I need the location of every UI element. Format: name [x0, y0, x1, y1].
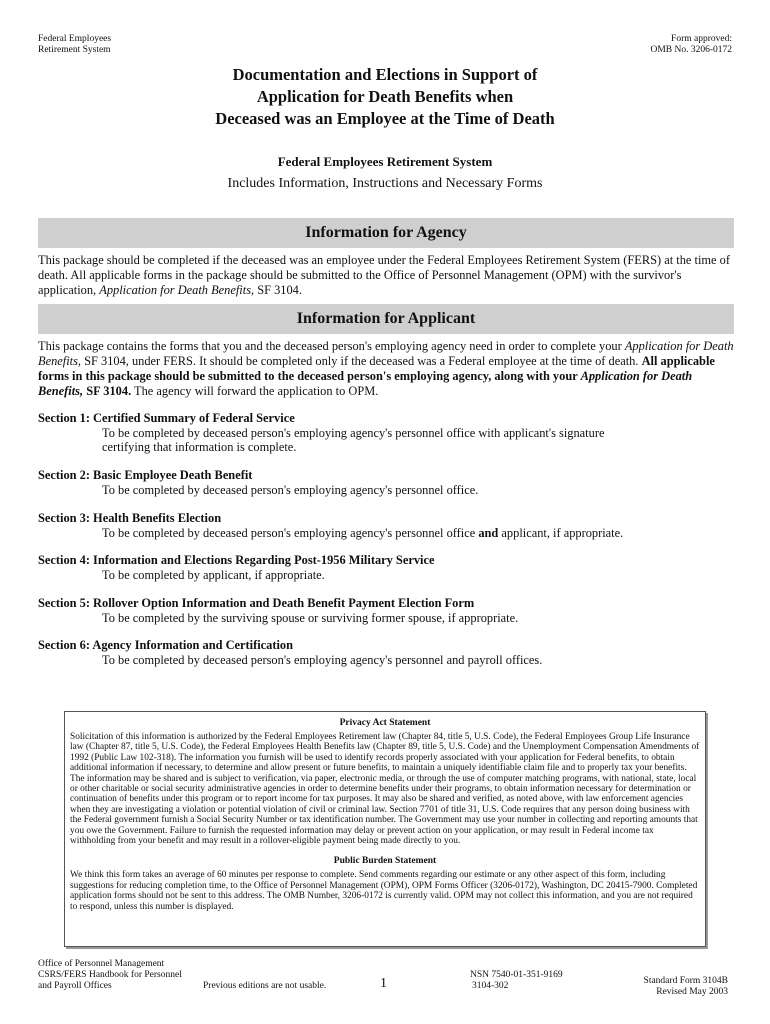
section-body: To be completed by deceased person's employing agency's personnel office with applicant's signature certifying that information is complete.: [102, 425, 605, 454]
applicant-info-heading: Information for Applicant: [38, 304, 734, 334]
page-number: 1: [380, 976, 387, 991]
section-5: [38, 596, 734, 625]
nsn-number: NSN 7540-01-351-9169: [470, 970, 563, 980]
agency-line-1: Federal Employees: [38, 34, 112, 44]
agency-info-text-end: SF 3104.: [254, 283, 302, 297]
agency-info-form-name: Application for Death Benefits,: [99, 283, 255, 297]
footer-form-id: [644, 976, 728, 998]
public-burden-text: We think this form takes an average of 60 minutes per response to complete. Send comments regarding our estimate or any other aspect of this form, including suggestions for reducing completion time, to the Office of Personnel Management (OPM), OPM Forms Officer (3206-0172), Washington, DC 20415-7900. Completed application forms should not be sent to this address. The OMB Number, 3206-0172 is currently valid. OPM may not collect this information, and you are not required to respond, unless this number is displayed.: [70, 870, 698, 912]
applicant-info-bold-text: All applicable forms in this package should be submitted to the deceased person's employing agency, along with your: [38, 354, 715, 383]
applicant-info-bold-form-name: Application for Death Benefits,: [38, 369, 693, 398]
section-6: [38, 638, 734, 667]
section-body: To be completed by applicant, if appropriate.: [102, 567, 325, 582]
section-title: Section 2: Basic Employee Death Benefit: [38, 468, 253, 482]
previous-editions-note: Previous editions are not usable.: [203, 981, 327, 991]
revision-date: Revised May 2003: [656, 987, 728, 997]
omb-approval: [650, 34, 732, 56]
section-body-bold: and: [478, 525, 499, 540]
applicant-info-paragraph: [38, 339, 734, 399]
section-title: Section 6: Agency Information and Certification: [38, 638, 294, 652]
section-3: [38, 511, 734, 540]
agency-header: [38, 34, 111, 56]
footer-office-line-2: CSRS/FERS Handbook for Personnel: [38, 970, 182, 980]
omb-number: OMB No. 3206-0172: [650, 45, 732, 55]
subtitle-2: Includes Information, Instructions and Necessary Forms: [227, 176, 543, 191]
section-1: [38, 411, 734, 455]
footer-office-line-3: and Payroll Offices: [38, 981, 112, 991]
privacy-act-text: Solicitation of this information is authorized by the Federal Employees Retirement law (Chapter 84, title 5, U.S. Code), the Federal Employees Group Life Insurance law (Chapter 87, title 5, U.S. Code), the Federal Employees Health Benefits law (Chapter 89, title 5, U.S. Code) and the Unemployment Compensation Amendments of 1992 (Public Law 102-318). The information you furnish will be used to identify records properly associated with your application for Federal benefits, to obtain additional information if necessary, to determine and allow present or future benefits, to maintain a uniquely identifiable claim file and to properly tax your benefits. The information may be shared and is subject to verification, via paper, electronic media, or through the use of computer matching programs, with national, state, local or other charitable or social security administrative agencies in order to determine benefits under their programs, to obtain information necessary for determination or continuation of benefits under this program or to report income for tax purposes. It may also be shared and verified, as noted above, with law enforcement agencies when they are investigating a violation or potential violation of civil or criminal law. Section 7701 of title 31, U.S. Code requires that any person doing business with the Federal government furnish a Social Security Number or tax identification number. The Government may use your number in collecting and reporting amounts that you owe the Government. Failure to furnish the requested information may delay or prevent action on your application, or may result in Federal income tax withholding from your benefit and may result in a rollover-eligible payment being made directly to you.: [70, 732, 700, 847]
footer-office-line-1: Office of Personnel Management: [38, 959, 165, 969]
section-4: [38, 553, 734, 582]
applicant-info-text: This package contains the forms that you and the deceased person's employing agency need in order to complete your: [38, 339, 625, 353]
section-body: To be completed by deceased person's employing agency's personnel and payroll offices.: [102, 652, 543, 667]
section-body: To be completed by deceased person's employing agency's personnel office.: [102, 482, 479, 497]
section-title: Section 1: Certified Summary of Federal Service: [38, 411, 295, 425]
agency-line-2: Retirement System: [38, 45, 111, 55]
footer-office: [38, 959, 182, 992]
agency-info-text: This package should be completed if the deceased was an employee under the Federal Employees Retirement System (FERS) at the time of death. All applicable forms in the package should be submitted to the Office of Personnel Management (OPM) with the survivor's application,: [38, 253, 730, 297]
title-line-3: Deceased was an Employee at the Time of Death: [215, 109, 555, 128]
public-burden-heading: Public Burden Statement: [333, 856, 437, 867]
section-body: To be completed by the surviving spouse or surviving former spouse, if appropriate.: [102, 610, 519, 625]
applicant-info-text-mid: SF 3104, under FERS. It should be completed only if the deceased was a Federal employee at the time of death.: [81, 354, 642, 368]
subtitle: Federal Employees Retirement System: [277, 154, 493, 169]
title-line-2: Application for Death Benefits when: [256, 87, 514, 106]
section-body-text: To be completed by deceased person's employing agency's personnel office: [102, 525, 479, 540]
form-approved-label: Form approved:: [671, 34, 732, 44]
title-line-1: Documentation and Elections in Support of: [232, 65, 538, 84]
applicant-info-bold-end: SF 3104.: [83, 384, 132, 398]
statements-box: [64, 711, 706, 947]
agency-info-paragraph: [38, 253, 734, 298]
section-title: Section 3: Health Benefits Election: [38, 511, 222, 525]
nsn-code: 3104-302: [472, 981, 509, 991]
section-title: Section 5: Rollover Option Information and Death Benefit Payment Election Form: [38, 596, 475, 610]
section-body: [38, 526, 734, 541]
section-body-text-end: applicant, if appropriate.: [498, 525, 624, 540]
agency-info-heading: Information for Agency: [38, 218, 734, 248]
section-2: [38, 468, 734, 497]
applicant-info-text-end: The agency will forward the application to OPM.: [131, 384, 379, 398]
document-title: [0, 64, 770, 130]
section-title: Section 4: Information and Elections Regarding Post-1956 Military Service: [38, 553, 435, 567]
applicant-info-form-name: Application for Death Benefits,: [38, 339, 734, 368]
form-name: Standard Form 3104B: [643, 976, 728, 986]
footer-nsn: [470, 970, 563, 992]
privacy-act-heading: Privacy Act Statement: [339, 718, 431, 728]
